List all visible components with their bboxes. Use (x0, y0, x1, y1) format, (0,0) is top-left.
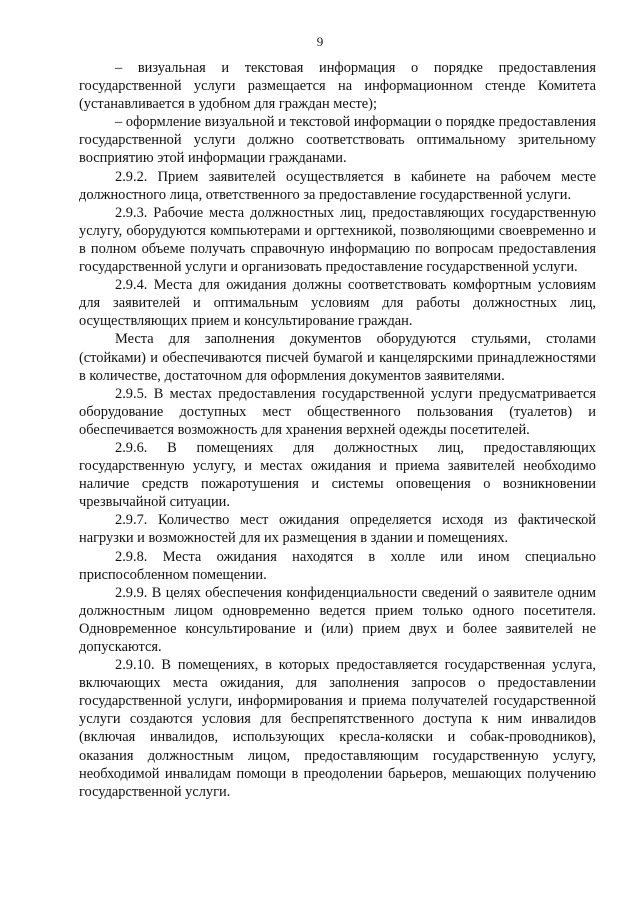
paragraph-2-9-8: 2.9.8. Места ожидания находятся в холле или ином специально приспособленном помещении. (79, 548, 596, 583)
paragraph-2-9-2: 2.9.2. Прием заявителей осуществляется в кабинете на рабочем месте должностного лица, ответственного за предоставление государственной услуги. (79, 168, 596, 203)
paragraph-info-stand: – визуальная и текстовая информация о порядке предоставления государственной услуги размещается на информационном стенде Комитета (устанавливается в удобном для граждан месте); (79, 60, 596, 113)
paragraph-2-9-10: 2.9.10. В помещениях, в которых предоставляется государственная услуга, включающих места ожидания, для заполнения запросов о предоставлении государственной услуги, информирования и приема получателей государственной услуги создаются условия для беспрепятственного доступа к ним инвалидов (включая инвалидов, использующих кресла-коляски и собак-проводников), оказания должностным лицом, предоставляющим государственную услугу, необходимой инвалидам помощи в преодолении барьеров, мешающих получению государственной услуги. (79, 657, 596, 800)
paragraph-document-filling-places: Места для заполнения документов оборудуются стульями, столами (стойками) и обеспечиваются писчей бумагой и канцелярскими принадлежностями в количестве, достаточном для оформления документов заявителями. (79, 331, 596, 384)
page-number: 9 (316, 34, 324, 49)
paragraph-2-9-5: 2.9.5. В местах предоставления государственной услуги предусматривается оборудование доступных мест общественного пользования (туалетов) и обеспечивается возможность для хранения верхней одежды посетителей. (79, 385, 596, 438)
paragraph-info-design: – оформление визуальной и текстовой информации о порядке предоставления государственной услуги должно соответствовать оптимальному зрительному восприятию этой информации гражданами. (79, 114, 596, 167)
paragraph-2-9-7: 2.9.7. Количество мест ожидания определяется исходя из фактической нагрузки и возможностей для их размещения в здании и помещениях. (79, 512, 596, 547)
paragraph-2-9-9: 2.9.9. В целях обеспечения конфиденциальности сведений о заявителе одним должностным лицом одновременно ведется прием только одного посетителя. Одновременное консультирование и (или) прием двух и более заявителей не допускаются. (79, 584, 596, 655)
paragraph-2-9-4: 2.9.4. Места для ожидания должны соответствовать комфортным условиям для заявителей и оптимальным условиям для работы должностных лиц, осуществляющих прием и консультирование граждан. (79, 277, 596, 330)
paragraph-2-9-6: 2.9.6. В помещениях для должностных лиц, предоставляющих государственную услугу, и местах ожидания и приема заявителей необходимо наличие средств пожаротушения и системы оповещения о возникновении чрезвычайной ситуации. (79, 439, 596, 511)
document-body (79, 59, 596, 801)
paragraph-2-9-3: 2.9.3. Рабочие места должностных лиц, предоставляющих государственную услугу, оборудуются компьютерами и оргтехникой, позволяющими своевременно и в полном объеме получать справочную информацию по вопросам предоставления государственной услуги и организовать предоставление государственной услуги. (79, 204, 596, 276)
